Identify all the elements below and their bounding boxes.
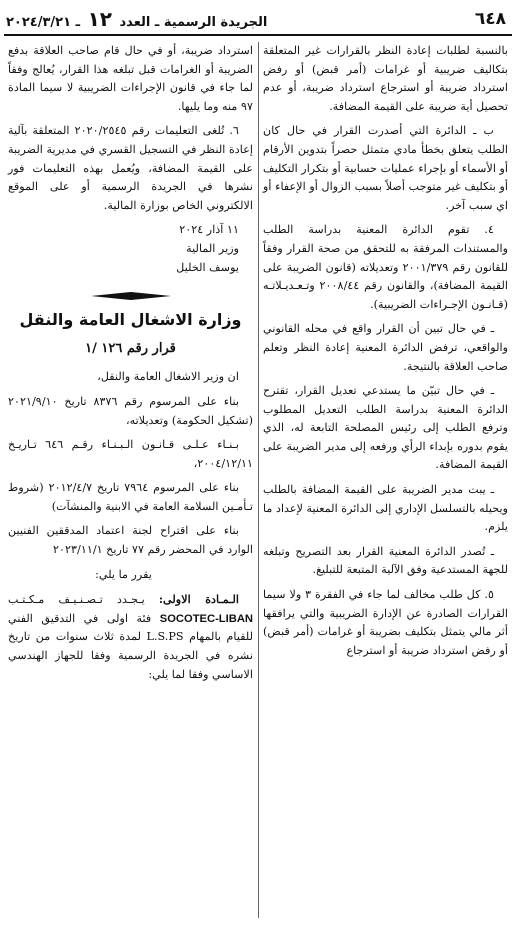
basis-item: بناء على المرسوم رقم ٨٣٧٦ تاريخ ٢٠٢١/٩/١٠ (تشكيل الحكومة) وتعديلاته، — [8, 394, 253, 427]
basis-item: بناء على المرسوم ٧٩٦٤ تاريخ ٢٠١٢/٤/٧ (شروط تـأمـين السلامة العامة في الابنية والمنشآت) — [8, 481, 253, 513]
paragraph: ـ يبت مدير الضريبة على القيمة المضافة بالطلب ويحيله بالتسلسل الإداري إلى الدائرة المعنية لإعداد ما يلزم. — [263, 483, 508, 534]
intro-line: ان وزير الاشغال العامة والنقل، — [97, 370, 239, 384]
paragraph: ـ في حال تبين أن القرار واقع في محله القانوني والواقعي، ترفض الدائرة المعنية إعادة النظر وتعلم صاحب العلاقة بالنتيجة. — [263, 322, 508, 373]
page-number: ٦٤٨ — [474, 9, 506, 29]
signature-name: يوسف الخليل — [176, 260, 239, 274]
article-text: يـجـدد تـصـنـيـف مـكـتـب — [8, 593, 145, 607]
paragraph: استرداد ضريبة، أو في حال قام صاحب العلاقة بدفع الضريبة أو الغرامات قبل تبلغه هذا القرار، يُعالج وفقاً لما جاء في قانون الإجراءات الضريبية لا سيما المادة ٩٧ منه وما يليها. — [8, 44, 253, 113]
issue-number: ١٢ — [87, 7, 112, 31]
newspaper-name: الجريدة الرسمية ـ العدد — [119, 15, 268, 30]
article-one — [8, 590, 253, 684]
header-rule — [4, 34, 512, 36]
article-label: الـمـادة الاولى: — [158, 592, 239, 607]
decision-number: قرار رقم ١٢٦ /١ — [85, 340, 176, 356]
column-divider — [258, 42, 259, 918]
paragraph: بالنسبة لطلبات إعادة النظر بالقرارات غير المتعلقة بتكاليف ضريبية أو غرامات (أمر قبض) أو رفض استرداد ضريبة أو استرجاع استرداد ضريبة، أو عدم تحصيل أية ضريبة على القيمة المضافة. — [263, 44, 508, 113]
paragraph: ٦. تُلغى التعليمات رقم ٢٠٢٠/٢٥٤٥ المتعلقة بآلية إعادة النظر في التسجيل القسري في مديرية الضريبة على القيمة المضافة، ويُعمل بهذه التعليمات فور نشرها في الجريدة الرسمية أو على الموقع الالكتروني الخاص بوزارة المالية. — [8, 124, 253, 212]
paragraph: ـ تُصدر الدائرة المعنية القرار بعد التصريح وتبلغه للجهة المستدعية وفق الآلية المتبعة للتبليغ. — [263, 544, 508, 577]
left-column — [8, 42, 253, 690]
basis-item: بناء على اقتراح لجنة اعتماد المدققين الفنيين الوارد في المحضر رقم ٧٧ تاريخ ٢٠٢٣/١١/١ — [8, 524, 253, 557]
paragraph: ـ في حال تبيّن ما يستدعي تعديل القرار، تقترح الدائرة المعنية بدراسة الطلب التعديل المطلوب وترفع الطلب إلى رئيس المصلحة التابعة له، الذي يقوم بدوره بإبداء الرأي ورفعه إلى مدير الضريبة على القيمة المضافة. — [263, 384, 508, 472]
decides-line: يقرر ما يلي: — [95, 567, 152, 581]
decision-date: ١١ آذار ٢٠٢٤ — [179, 223, 239, 237]
right-column — [263, 42, 508, 666]
company-name: SOCOTEC-LIBAN — [159, 612, 253, 625]
paragraph: ٥. كل طلب مخالف لما جاء في الفقرة ٣ ولا سيما القرارات الصادرة عن الإدارة الضريبية والتي يرافقها أثر مالي يتمثل بتكليف بضريبة أو غرامات (أمر قبض) أو رفض استرداد ضريبة أو استرجاع — [263, 588, 508, 657]
signature-title: وزير المالية — [186, 241, 239, 255]
paragraph: ٤. تقوم الدائرة المعنية بدراسة الطلب والمستندات المرفقة به للتحقق من صحة القرار وفقاً للقانون رقم ٢٠٠١/٣٧٩ وتعديلاته (قانون الضريبة على القيمة المضافة)، والقانون رقم ٢٠٠٨/٤٤ وتـعـديـلاتـه (قـانـون الإجـراءات الضريبية). — [263, 223, 508, 311]
ornament-divider-icon — [91, 291, 171, 301]
page-header — [6, 6, 506, 32]
article-text: فئة اولى في التدقيق الفني للقيام بالمهام L.S.PS لمدة ثلاث سنوات من تاريخ نشره في الجريدة الرسمية وفقا للجهاز الهندسي الاساسي وفقا لما يلي: — [8, 611, 253, 681]
issue-date: ـ ٢٠٢٤/٣/٢١ — [6, 15, 81, 30]
header-title — [6, 7, 267, 31]
paragraph: ب ـ الدائرة التي أصدرت القرار في حال كان الطلب يتعلق بخطأ مادي متمثل حصراً بتدوين الأرقام أو الأسماء أو بإجراء عمليات حسابية أو بتكرار التكليف أو بتكليف غير متوجب أصلاً بسبب الزوال أو الإعفاء أو اي سبب آخر. — [263, 124, 508, 212]
section-ornament — [8, 291, 253, 301]
ministry-title: وزارة الاشغال العامة والنقل — [19, 310, 242, 330]
basis-item: بـنـاء عـلـى قـانـون الـبـنـاء رقـم ٦٤٦ تـاريـخ ٢٠٠٤/١٢/١١، — [8, 438, 253, 470]
